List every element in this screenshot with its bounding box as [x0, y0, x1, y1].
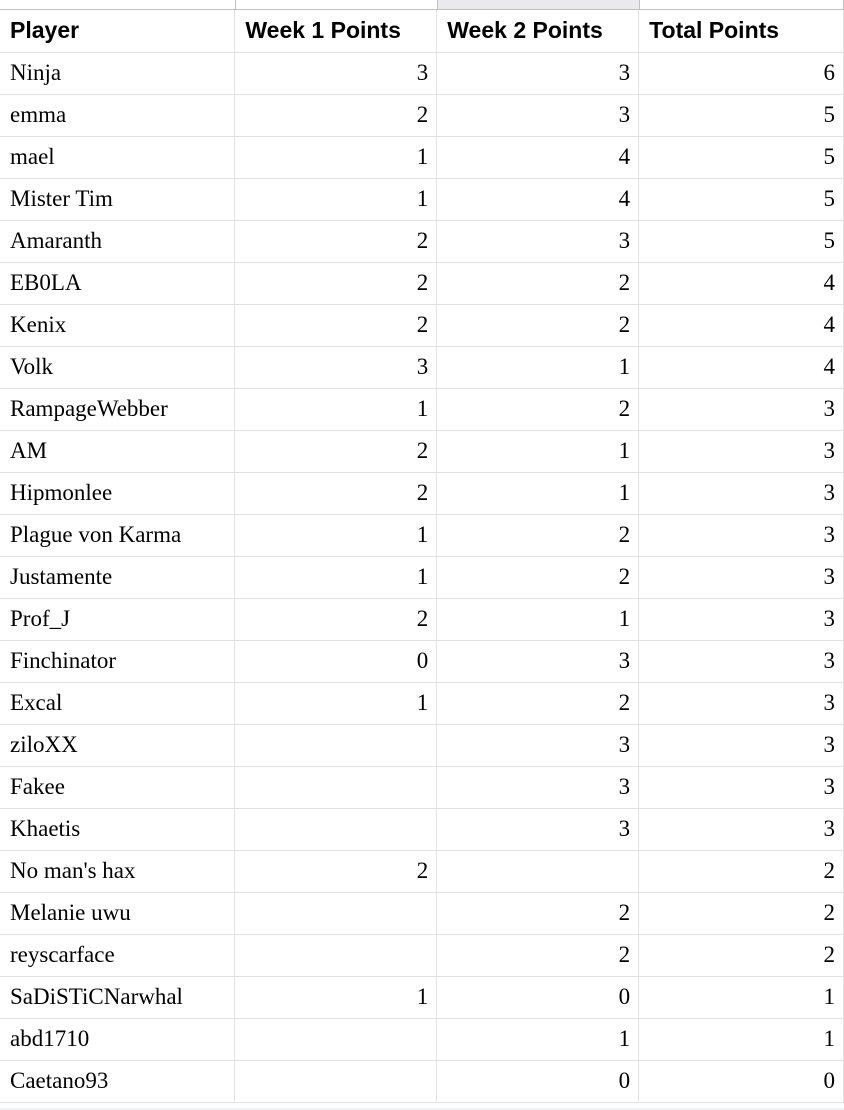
table-body: [0, 52, 844, 1102]
table-row: [0, 598, 844, 640]
table-row: [0, 136, 844, 178]
week2-cell[interactable]: 1: [437, 472, 639, 514]
player-cell[interactable]: Prof_J: [0, 598, 235, 640]
week2-cell[interactable]: 2: [437, 388, 639, 430]
week2-cell[interactable]: 3: [437, 94, 639, 136]
table-row: [0, 52, 844, 94]
table-row: [0, 178, 844, 220]
week2-cell[interactable]: 1: [437, 598, 639, 640]
week1-cell[interactable]: 1: [235, 976, 437, 1018]
week1-cell[interactable]: [235, 808, 437, 850]
week2-cell[interactable]: 3: [437, 766, 639, 808]
header-total-points[interactable]: Total Points: [639, 10, 844, 52]
total-cell[interactable]: 0: [639, 1060, 844, 1102]
total-cell[interactable]: 3: [639, 766, 844, 808]
week1-cell[interactable]: [235, 934, 437, 976]
header-player[interactable]: Player: [0, 10, 235, 52]
week1-cell[interactable]: [235, 1060, 437, 1102]
week2-cell[interactable]: 2: [437, 514, 639, 556]
total-cell[interactable]: 3: [639, 682, 844, 724]
week1-cell[interactable]: 1: [235, 682, 437, 724]
header-row: [0, 10, 844, 52]
table-row: [0, 640, 844, 682]
total-cell[interactable]: 5: [639, 136, 844, 178]
player-cell[interactable]: Khaetis: [0, 808, 235, 850]
week2-cell[interactable]: 2: [437, 262, 639, 304]
week2-cell[interactable]: 4: [437, 178, 639, 220]
player-cell[interactable]: Hipmonlee: [0, 472, 235, 514]
total-cell[interactable]: 1: [639, 976, 844, 1018]
column-header-c[interactable]: [438, 0, 640, 10]
week1-cell[interactable]: 2: [235, 598, 437, 640]
player-cell[interactable]: Caetano93: [0, 1060, 235, 1102]
week1-cell[interactable]: 1: [235, 178, 437, 220]
player-cell[interactable]: mael: [0, 136, 235, 178]
total-cell[interactable]: 1: [639, 1018, 844, 1060]
week1-cell[interactable]: [235, 892, 437, 934]
week2-cell[interactable]: 2: [437, 892, 639, 934]
week1-cell[interactable]: 2: [235, 94, 437, 136]
player-cell[interactable]: Finchinator: [0, 640, 235, 682]
player-cell[interactable]: Ninja: [0, 52, 235, 94]
total-cell[interactable]: 2: [639, 892, 844, 934]
total-cell[interactable]: 5: [639, 94, 844, 136]
total-cell[interactable]: 5: [639, 178, 844, 220]
player-cell[interactable]: EB0LA: [0, 262, 235, 304]
player-cell[interactable]: reyscarface: [0, 934, 235, 976]
player-cell[interactable]: abd1710: [0, 1018, 235, 1060]
week1-cell[interactable]: [235, 724, 437, 766]
column-header-d[interactable]: [640, 0, 844, 10]
table-row: [0, 94, 844, 136]
week2-cell[interactable]: 1: [437, 1018, 639, 1060]
table-row: [0, 514, 844, 556]
week2-cell[interactable]: 3: [437, 724, 639, 766]
week2-cell[interactable]: 0: [437, 1060, 639, 1102]
week1-cell[interactable]: [235, 766, 437, 808]
week2-cell[interactable]: 1: [437, 346, 639, 388]
table-row: [0, 892, 844, 934]
week1-cell[interactable]: 1: [235, 514, 437, 556]
week2-cell[interactable]: 2: [437, 934, 639, 976]
player-cell[interactable]: emma: [0, 94, 235, 136]
player-cell[interactable]: Kenix: [0, 304, 235, 346]
total-cell[interactable]: 3: [639, 430, 844, 472]
week1-cell[interactable]: 1: [235, 136, 437, 178]
week2-cell[interactable]: 4: [437, 136, 639, 178]
total-cell[interactable]: 3: [639, 808, 844, 850]
week2-cell[interactable]: 2: [437, 556, 639, 598]
week1-cell[interactable]: 0: [235, 640, 437, 682]
week2-cell[interactable]: [437, 850, 639, 892]
table-row: [0, 766, 844, 808]
player-cell[interactable]: Fakee: [0, 766, 235, 808]
total-cell[interactable]: 3: [639, 598, 844, 640]
week2-cell[interactable]: 1: [437, 430, 639, 472]
table-row: [0, 1018, 844, 1060]
player-cell[interactable]: Excal: [0, 682, 235, 724]
header-week2-points[interactable]: Week 2 Points: [437, 10, 639, 52]
player-cell[interactable]: Volk: [0, 346, 235, 388]
week1-cell[interactable]: 2: [235, 220, 437, 262]
player-cell[interactable]: SaDiSTiCNarwhal: [0, 976, 235, 1018]
table-row: [0, 430, 844, 472]
total-cell[interactable]: 3: [639, 388, 844, 430]
table-row: [0, 850, 844, 892]
total-cell[interactable]: 3: [639, 640, 844, 682]
total-cell[interactable]: 5: [639, 220, 844, 262]
week2-cell[interactable]: 3: [437, 640, 639, 682]
week2-cell[interactable]: 2: [437, 304, 639, 346]
week1-cell[interactable]: 2: [235, 262, 437, 304]
week1-cell[interactable]: 3: [235, 346, 437, 388]
week1-cell[interactable]: 2: [235, 304, 437, 346]
player-cell[interactable]: RampageWebber: [0, 388, 235, 430]
total-cell[interactable]: 3: [639, 724, 844, 766]
table-row: [0, 724, 844, 766]
total-cell[interactable]: 3: [639, 556, 844, 598]
table-row: [0, 220, 844, 262]
player-cell[interactable]: Amaranth: [0, 220, 235, 262]
total-cell[interactable]: 6: [639, 52, 844, 94]
total-cell[interactable]: 2: [639, 934, 844, 976]
table-row: [0, 262, 844, 304]
table-row: [0, 808, 844, 850]
total-cell[interactable]: 2: [639, 850, 844, 892]
week2-cell[interactable]: 3: [437, 52, 639, 94]
player-cell[interactable]: Justamente: [0, 556, 235, 598]
total-cell[interactable]: 3: [639, 514, 844, 556]
player-cell[interactable]: Plague von Karma: [0, 514, 235, 556]
total-cell[interactable]: 3: [639, 472, 844, 514]
week1-cell[interactable]: 2: [235, 850, 437, 892]
player-cell[interactable]: ziloXX: [0, 724, 235, 766]
table-row: [0, 472, 844, 514]
player-cell[interactable]: AM: [0, 430, 235, 472]
player-cell[interactable]: Melanie uwu: [0, 892, 235, 934]
column-header-a[interactable]: [0, 0, 236, 10]
week1-cell[interactable]: 1: [235, 556, 437, 598]
week2-cell[interactable]: 0: [437, 976, 639, 1018]
total-cell[interactable]: 4: [639, 346, 844, 388]
player-cell[interactable]: No man's hax: [0, 850, 235, 892]
week1-cell[interactable]: 1: [235, 388, 437, 430]
week2-cell[interactable]: 3: [437, 220, 639, 262]
total-cell[interactable]: 4: [639, 304, 844, 346]
table-row: [0, 388, 844, 430]
header-week1-points[interactable]: Week 1 Points: [235, 10, 437, 52]
table-row: [0, 346, 844, 388]
week2-cell[interactable]: 2: [437, 682, 639, 724]
total-cell[interactable]: 4: [639, 262, 844, 304]
table-row: [0, 556, 844, 598]
table-row: [0, 682, 844, 724]
week1-cell[interactable]: 2: [235, 430, 437, 472]
table-row: [0, 976, 844, 1018]
week1-cell[interactable]: [235, 1018, 437, 1060]
week2-cell[interactable]: 3: [437, 808, 639, 850]
column-header-b[interactable]: [236, 0, 438, 10]
table-row: [0, 304, 844, 346]
player-cell[interactable]: Mister Tim: [0, 178, 235, 220]
table-row: [0, 934, 844, 976]
table-row: [0, 1060, 844, 1102]
week1-cell[interactable]: 2: [235, 472, 437, 514]
week1-cell[interactable]: 3: [235, 52, 437, 94]
points-table: [0, 10, 844, 1103]
